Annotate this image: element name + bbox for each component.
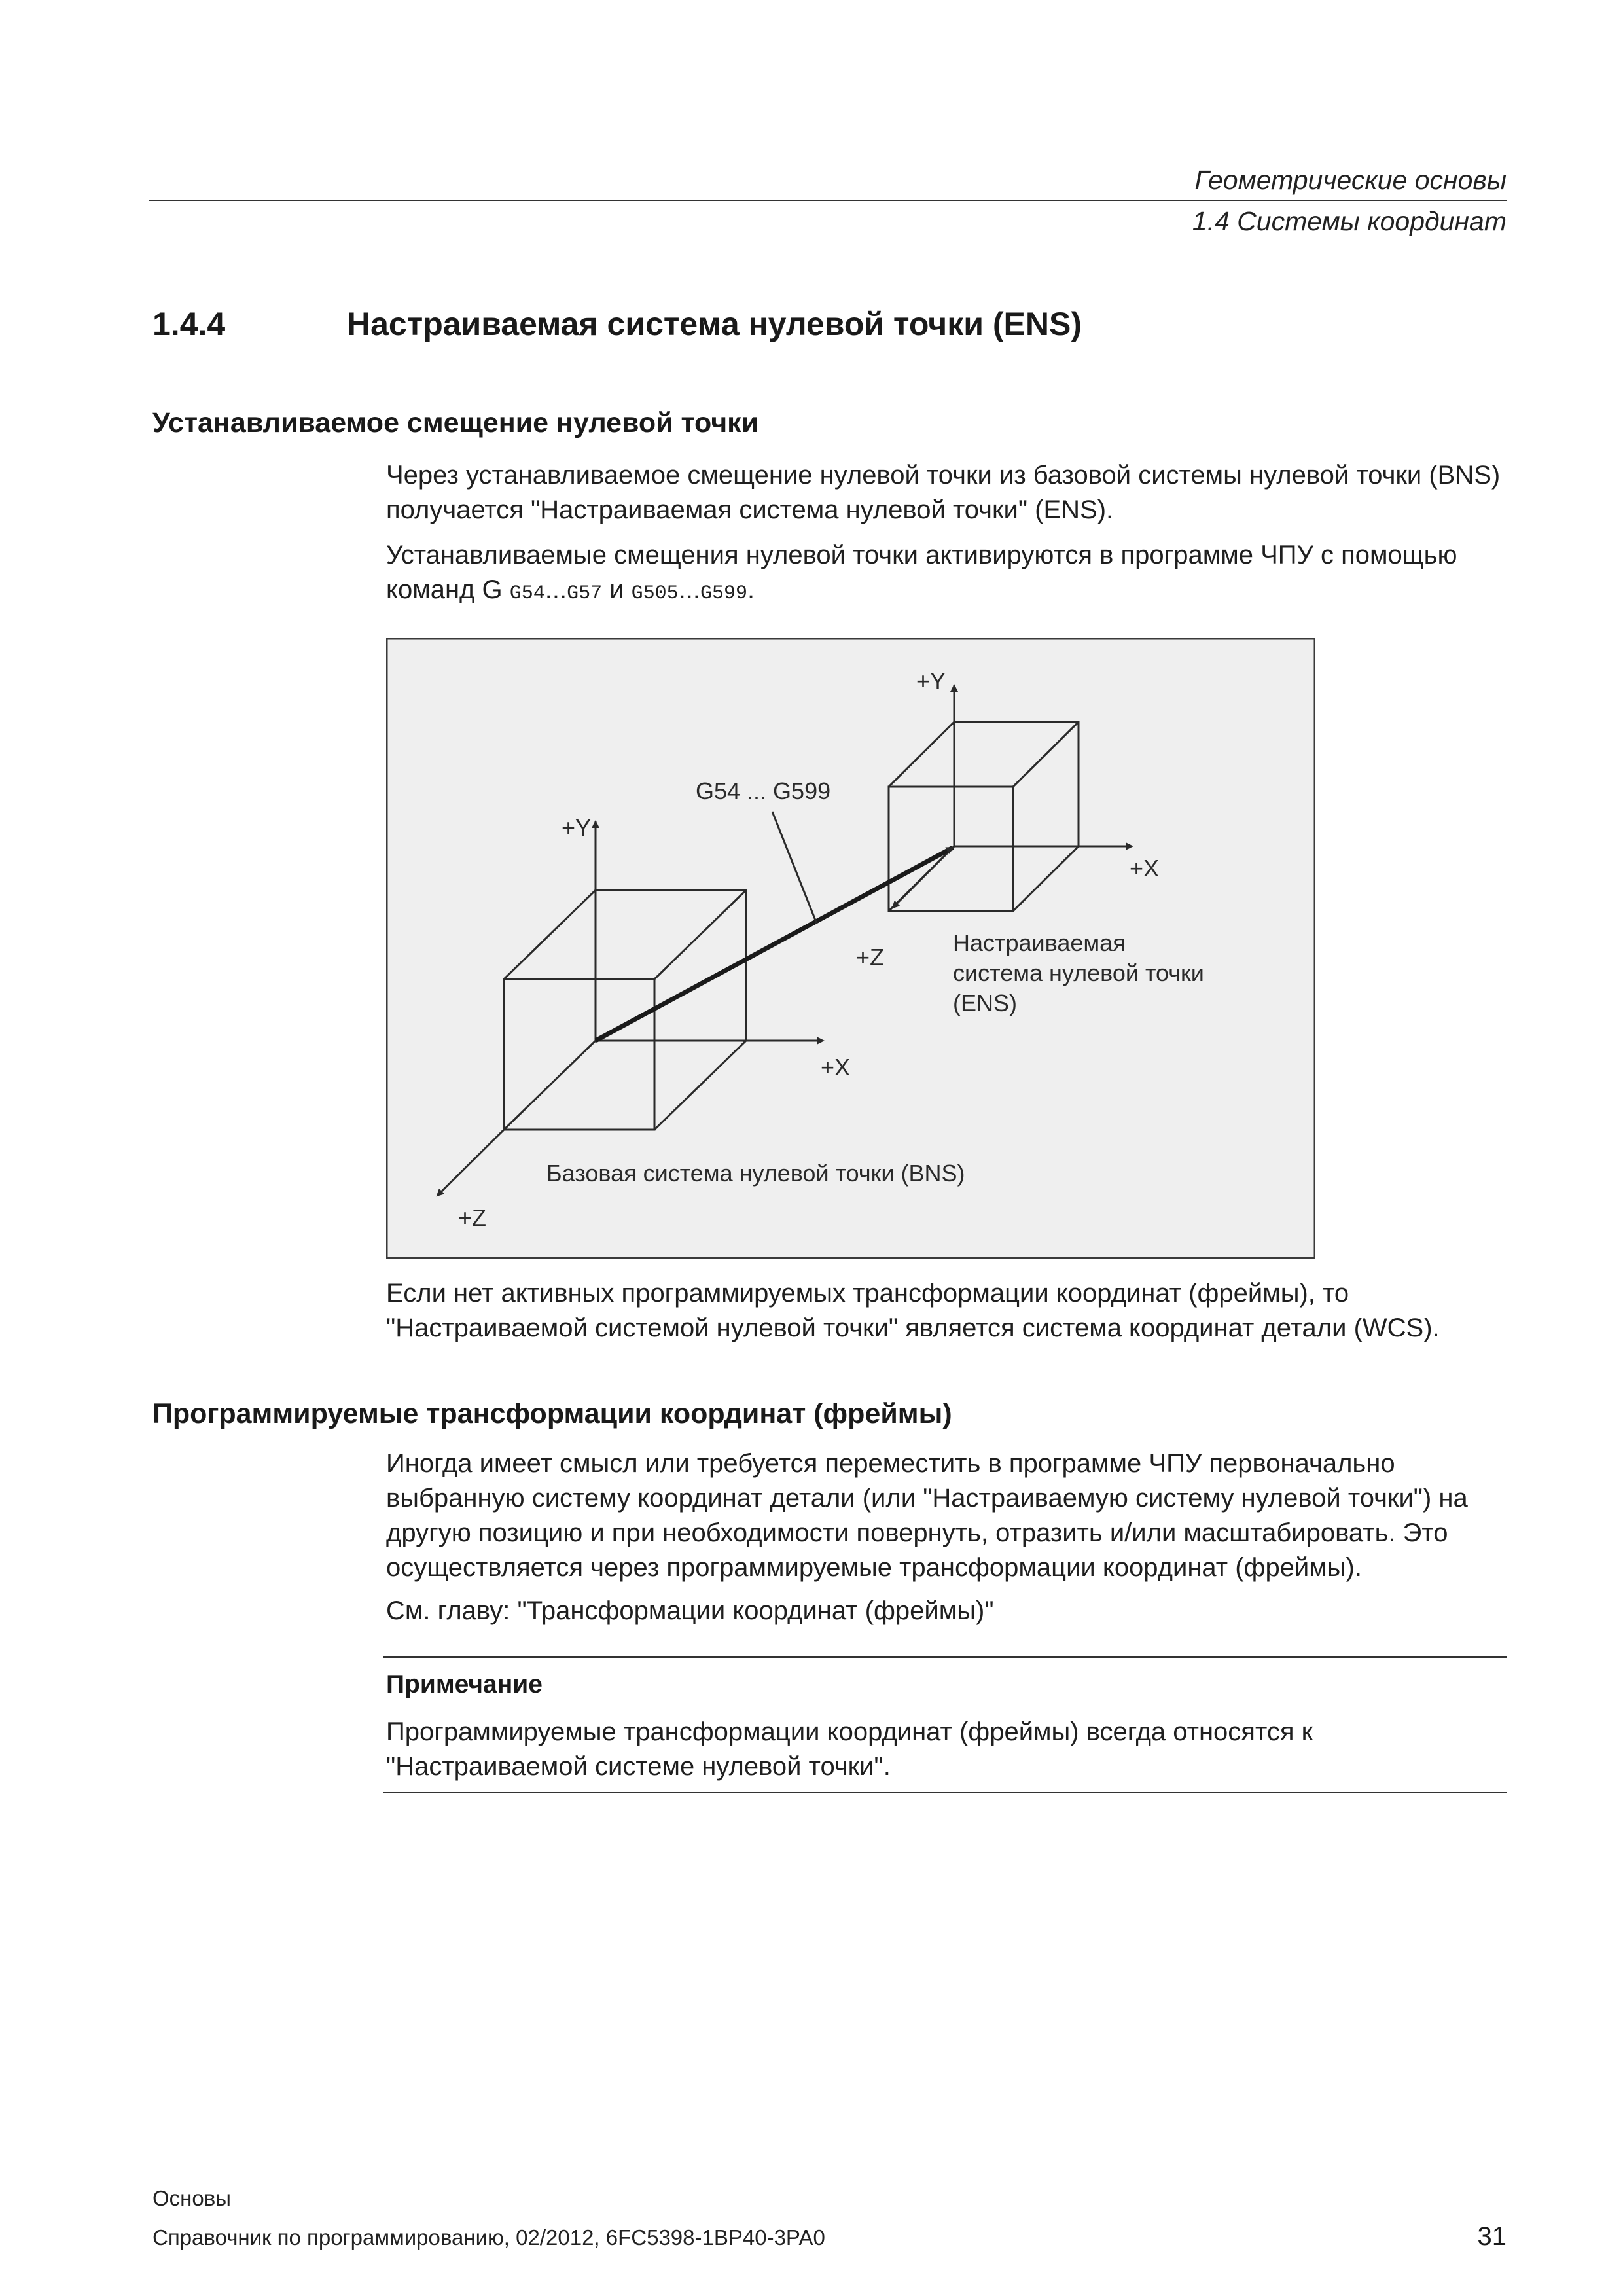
running-header-section: 1.4 Системы координат xyxy=(1192,206,1507,236)
code-g505: G505 xyxy=(631,583,679,605)
subsection-heading-frames: Программируемые трансформации координат (фреймы) xyxy=(152,1398,952,1429)
period: . xyxy=(747,575,755,604)
label-ens-x: +X xyxy=(1130,855,1160,882)
code-g54: G54 xyxy=(509,583,545,605)
note-title: Примечание xyxy=(386,1670,543,1698)
commands-text: Устанавливаемые смещения нулевой точки активируются в программе ЧПУ с помощью команд G xyxy=(386,541,1457,604)
paragraph-offset-commands xyxy=(386,538,1512,611)
footer-reference: Справочник по программированию, 02/2012, 6FC5398-1BP40-3PA0 xyxy=(152,2225,825,2250)
conjunction: и xyxy=(602,575,632,604)
note-text: Программируемые трансформации координат (фреймы) всегда относятся к "Настраиваемой системе нулевой точки". xyxy=(386,1717,1313,1781)
label-offset-commands: G54 ... G599 xyxy=(696,778,831,804)
note-top-rule xyxy=(383,1656,1507,1658)
label-bns-y: +Y xyxy=(562,814,592,841)
header-rule xyxy=(149,200,1507,201)
note-bottom-rule xyxy=(383,1792,1507,1793)
section-number: 1.4.4 xyxy=(152,306,226,342)
label-ens-line3: (ENS) xyxy=(953,990,1017,1016)
label-ens-line1: Настраиваемая xyxy=(953,929,1126,956)
paragraph-frames: Иногда имеет смысл или требуется переместить в программе ЧПУ первоначально выбранную систему координат детали (или "Настраиваемую систему нулевой точки") на другую позицию и при необходимости повернуть, отразить и/или масштабировать. Это осуществляется через программируемые трансформации координат (фреймы). xyxy=(386,1449,1468,1582)
ellipsis: ... xyxy=(678,575,701,604)
label-ens-y: +Y xyxy=(916,668,946,694)
paragraph-offset-intro: Через устанавливаемое смещение нулевой точки из базовой системы нулевой точки (BNS) получается "Настраиваемая система нулевой точки" (ENS). xyxy=(386,461,1501,524)
label-ens-z: +Z xyxy=(856,944,885,971)
label-ens-line2: система нулевой точки xyxy=(953,960,1204,986)
label-bns-z: +Z xyxy=(458,1204,487,1231)
running-header-chapter: Геометрические основы xyxy=(1194,165,1507,195)
code-g57: G57 xyxy=(567,583,603,605)
coordinate-systems-figure xyxy=(386,638,1315,1259)
subsection-heading-offset: Устанавливаемое смещение нулевой точки xyxy=(152,407,759,439)
label-bns-x: +X xyxy=(821,1054,851,1081)
footer-title: Основы xyxy=(152,2186,231,2210)
page-number: 31 xyxy=(1477,2222,1507,2251)
section-title: Настраиваемая система нулевой точки (ENS) xyxy=(347,306,1082,342)
code-g599: G599 xyxy=(700,583,748,605)
ellipsis: ... xyxy=(544,575,567,604)
label-bns: Базовая система нулевой точки (BNS) xyxy=(546,1160,965,1187)
paragraph-see-chapter: См. главу: "Трансформации координат (фреймы)" xyxy=(386,1596,994,1625)
paragraph-wcs: Если нет активных программируемых трансформации координат (фреймы), то "Настраиваемой системой нулевой точки" является система координат детали (WCS). xyxy=(386,1279,1440,1342)
